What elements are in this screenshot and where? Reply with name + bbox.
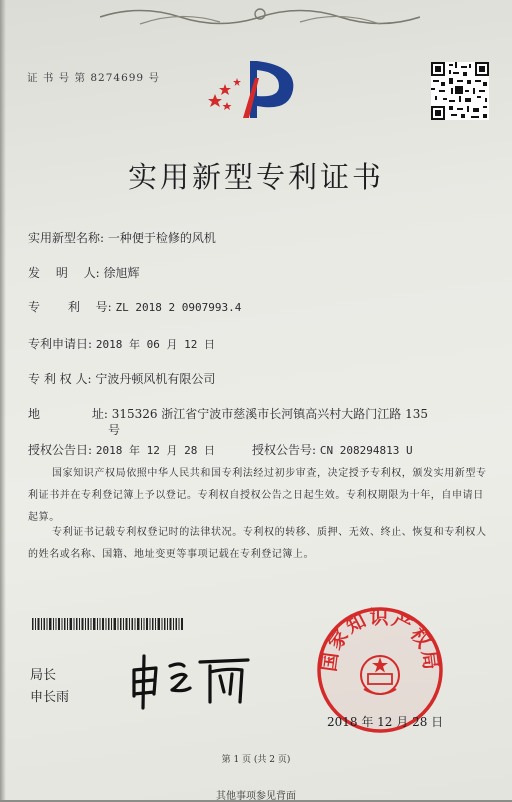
handwritten-signature <box>128 652 258 712</box>
field-value: 号 <box>108 423 121 437</box>
field-label: 专利申请日: <box>28 337 93 351</box>
field-label: 地 址: <box>28 407 108 421</box>
document-title: 实用新型专利证书 <box>127 160 384 194</box>
qr-code <box>431 62 489 120</box>
signer-title: 局长 <box>30 668 57 683</box>
grant-statement: 国家知识产权局依照中华人民共和国专利法经过初步审查，决定授予专利权，颁发实用新型专利证书并在专利登记簿上予以登记。专利权自授权公告之日起生效。专利权期限为十年，自申请日起算。 <box>28 468 487 523</box>
cnipa-logo <box>205 56 305 126</box>
seal-text: 国家知识产权局 <box>318 606 442 673</box>
legal-status-statement: 专利证书记载专利权登记时的法律状况。专利权的转移、质押、无效、终止、恢复和专利权人的姓名或名称、国籍、地址变更等事项记载在专利登记簿上。 <box>28 527 487 560</box>
field-value: 2018 年 06 月 12 日 <box>95 338 215 351</box>
announce-number-row <box>252 441 413 458</box>
patent-number-row <box>28 298 241 315</box>
certificate-number: 证 书 号 第 8274699 号 <box>27 72 160 84</box>
page-shadow <box>0 0 6 800</box>
signer-name: 申长雨 <box>30 690 70 705</box>
field-value: 315326 浙江省宁波市慈溪市长河镇高兴村大路门江路 135 <box>111 407 429 421</box>
field-label: 专 利 号: <box>28 300 112 314</box>
seal-date: 2018 年 12 月 28 日 <box>327 715 444 729</box>
address-row <box>28 405 428 422</box>
field-value: 徐旭辉 <box>103 266 140 280</box>
field-value: ZL 2018 2 0907993.4 <box>115 301 242 314</box>
announce-date-row <box>28 441 215 458</box>
field-label: 授权公告号: <box>252 443 317 457</box>
field-label: 专 利 权 人: <box>28 372 92 386</box>
field-value: 宁波丹顿风机有限公司 <box>95 372 216 386</box>
field-value: 2018 年 12 月 28 日 <box>95 444 215 457</box>
patentee-row <box>28 370 215 387</box>
top-ornament <box>100 4 420 30</box>
field-label: 发 明 人: <box>28 266 100 280</box>
field-value: 一种便于检修的风机 <box>107 231 216 245</box>
page-indicator: 第 1 页 (共 2 页) <box>221 755 291 765</box>
inventor-row <box>28 264 140 281</box>
filing-date-row <box>28 335 215 352</box>
back-note: 其他事项参见背面 <box>216 791 296 802</box>
field-label: 实用新型名称: <box>28 231 105 245</box>
field-label: 授权公告日: <box>28 443 93 457</box>
barcode <box>32 618 184 630</box>
field-value: CN 208294813 U <box>319 444 413 457</box>
utility-model-name-row <box>28 229 216 246</box>
address-row-continued <box>108 421 120 438</box>
